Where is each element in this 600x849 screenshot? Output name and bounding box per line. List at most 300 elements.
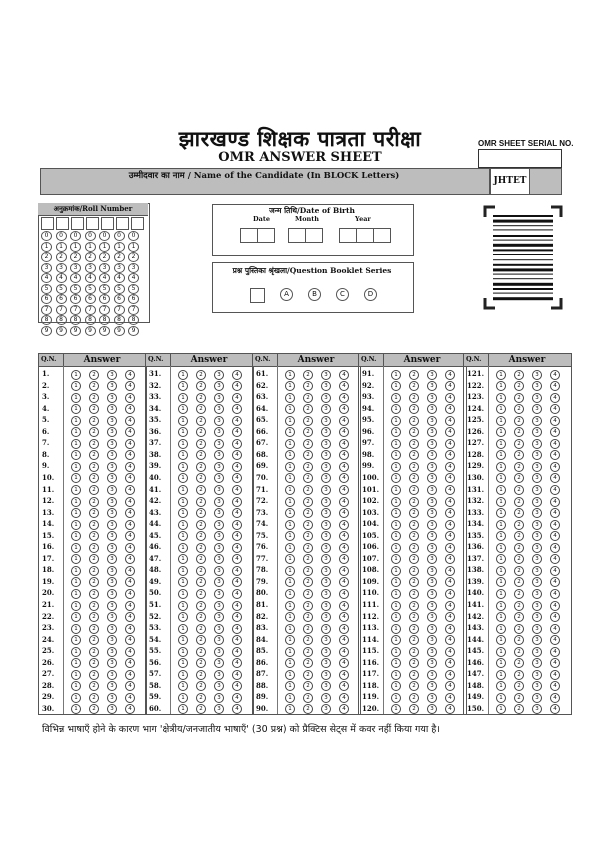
answer-bubble[interactable]: 2 — [409, 647, 419, 657]
answer-bubble[interactable]: 1 — [391, 439, 401, 449]
answer-bubble[interactable]: 1 — [391, 508, 401, 518]
answer-bubble[interactable]: 4 — [550, 554, 560, 564]
answer-bubble[interactable]: 4 — [232, 658, 242, 668]
answer-bubble[interactable]: 4 — [550, 381, 560, 391]
answer-bubble[interactable]: 1 — [496, 624, 506, 634]
booklet-option-a[interactable]: A — [280, 288, 293, 301]
answer-bubble[interactable]: 2 — [514, 658, 524, 668]
answer-bubble[interactable]: 2 — [89, 566, 99, 576]
answer-bubble[interactable]: 1 — [178, 508, 188, 518]
answer-bubble[interactable]: 4 — [339, 427, 349, 437]
answer-bubble[interactable]: 1 — [496, 554, 506, 564]
answer-bubble[interactable]: 1 — [178, 612, 188, 622]
answer-bubble[interactable]: 1 — [178, 566, 188, 576]
answer-bubble[interactable]: 2 — [409, 681, 419, 691]
answer-bubble[interactable]: 2 — [514, 462, 524, 472]
answer-bubble[interactable]: 3 — [107, 543, 117, 553]
dob-month-field[interactable] — [288, 228, 322, 243]
answer-bubble[interactable]: 2 — [514, 450, 524, 460]
answer-bubble[interactable]: 4 — [445, 612, 455, 622]
answer-bubble[interactable]: 1 — [71, 497, 81, 507]
answer-bubble[interactable]: 3 — [427, 543, 437, 553]
answer-bubble[interactable]: 4 — [550, 566, 560, 576]
answer-bubble[interactable]: 1 — [391, 543, 401, 553]
answer-bubble[interactable]: 1 — [178, 427, 188, 437]
answer-bubble[interactable]: 3 — [427, 393, 437, 403]
answer-bubble[interactable]: 4 — [339, 635, 349, 645]
answer-bubble[interactable]: 3 — [532, 473, 542, 483]
answer-bubble[interactable]: 2 — [303, 439, 313, 449]
answer-bubble[interactable]: 3 — [427, 497, 437, 507]
answer-bubble[interactable]: 4 — [232, 624, 242, 634]
answer-bubble[interactable]: 2 — [303, 462, 313, 472]
answer-bubble[interactable]: 4 — [445, 381, 455, 391]
answer-bubble[interactable]: 3 — [532, 554, 542, 564]
answer-bubble[interactable]: 1 — [285, 647, 295, 657]
answer-bubble[interactable]: 4 — [339, 543, 349, 553]
roll-digit-bubble[interactable]: 2 — [41, 252, 52, 262]
answer-bubble[interactable]: 2 — [196, 439, 206, 449]
answer-bubble[interactable]: 4 — [445, 427, 455, 437]
answer-bubble[interactable]: 3 — [107, 554, 117, 564]
answer-bubble[interactable]: 2 — [89, 427, 99, 437]
answer-bubble[interactable]: 1 — [391, 589, 401, 599]
answer-bubble[interactable]: 3 — [321, 393, 331, 403]
answer-bubble[interactable]: 4 — [550, 508, 560, 518]
answer-bubble[interactable]: 4 — [550, 416, 560, 426]
answer-bubble[interactable]: 4 — [339, 589, 349, 599]
answer-bubble[interactable]: 1 — [178, 439, 188, 449]
roll-digit-bubble[interactable]: 0 — [99, 231, 110, 241]
answer-bubble[interactable]: 3 — [214, 508, 224, 518]
answer-bubble[interactable]: 3 — [107, 670, 117, 680]
answer-bubble[interactable]: 4 — [445, 670, 455, 680]
roll-digit-bubble[interactable]: 6 — [85, 294, 96, 304]
answer-bubble[interactable]: 2 — [409, 635, 419, 645]
answer-bubble[interactable]: 1 — [178, 497, 188, 507]
answer-bubble[interactable]: 3 — [214, 693, 224, 703]
answer-bubble[interactable]: 2 — [409, 577, 419, 587]
answer-bubble[interactable]: 3 — [321, 450, 331, 460]
answer-bubble[interactable]: 2 — [514, 612, 524, 622]
answer-bubble[interactable]: 4 — [445, 543, 455, 553]
roll-digit-bubble[interactable]: 9 — [70, 326, 81, 336]
answer-bubble[interactable]: 2 — [514, 531, 524, 541]
answer-bubble[interactable]: 4 — [445, 601, 455, 611]
answer-bubble[interactable]: 4 — [550, 624, 560, 634]
answer-bubble[interactable]: 1 — [496, 693, 506, 703]
answer-bubble[interactable]: 2 — [196, 497, 206, 507]
roll-digit-bubble[interactable]: 7 — [128, 305, 139, 315]
roll-digit-bubble[interactable]: 1 — [99, 242, 110, 252]
roll-digit-box[interactable] — [56, 217, 69, 230]
dob-date-field[interactable] — [240, 228, 274, 243]
answer-bubble[interactable]: 2 — [514, 370, 524, 380]
answer-bubble[interactable]: 2 — [196, 485, 206, 495]
answer-bubble[interactable]: 4 — [445, 439, 455, 449]
answer-bubble[interactable]: 1 — [496, 520, 506, 530]
answer-bubble[interactable]: 3 — [321, 554, 331, 564]
answer-bubble[interactable]: 4 — [232, 577, 242, 587]
answer-bubble[interactable]: 1 — [285, 473, 295, 483]
answer-bubble[interactable]: 3 — [107, 370, 117, 380]
answer-bubble[interactable]: 1 — [71, 612, 81, 622]
answer-bubble[interactable]: 3 — [214, 543, 224, 553]
answer-bubble[interactable]: 1 — [178, 693, 188, 703]
answer-bubble[interactable]: 2 — [196, 508, 206, 518]
answer-bubble[interactable]: 2 — [514, 693, 524, 703]
answer-bubble[interactable]: 1 — [178, 485, 188, 495]
answer-bubble[interactable]: 4 — [445, 635, 455, 645]
answer-bubble[interactable]: 4 — [550, 601, 560, 611]
answer-bubble[interactable]: 3 — [214, 658, 224, 668]
roll-digit-bubble[interactable]: 2 — [85, 252, 96, 262]
answer-bubble[interactable]: 3 — [532, 416, 542, 426]
answer-bubble[interactable]: 4 — [232, 601, 242, 611]
answer-bubble[interactable]: 2 — [89, 635, 99, 645]
answer-bubble[interactable]: 1 — [496, 589, 506, 599]
answer-bubble[interactable]: 1 — [285, 416, 295, 426]
answer-bubble[interactable]: 4 — [232, 450, 242, 460]
answer-bubble[interactable]: 2 — [196, 658, 206, 668]
answer-bubble[interactable]: 3 — [427, 485, 437, 495]
answer-bubble[interactable]: 2 — [514, 508, 524, 518]
answer-bubble[interactable]: 2 — [89, 554, 99, 564]
answer-bubble[interactable]: 4 — [550, 485, 560, 495]
answer-bubble[interactable]: 4 — [125, 381, 135, 391]
answer-bubble[interactable]: 3 — [427, 450, 437, 460]
answer-bubble[interactable]: 4 — [232, 381, 242, 391]
answer-bubble[interactable]: 4 — [125, 543, 135, 553]
answer-bubble[interactable]: 1 — [178, 381, 188, 391]
answer-bubble[interactable]: 3 — [214, 531, 224, 541]
roll-digit-box[interactable] — [71, 217, 84, 230]
answer-bubble[interactable]: 2 — [303, 450, 313, 460]
answer-bubble[interactable]: 1 — [285, 601, 295, 611]
roll-digit-bubble[interactable]: 5 — [41, 284, 52, 294]
answer-bubble[interactable]: 4 — [550, 393, 560, 403]
answer-bubble[interactable]: 1 — [71, 589, 81, 599]
roll-digit-bubble[interactable]: 7 — [85, 305, 96, 315]
answer-bubble[interactable]: 4 — [550, 497, 560, 507]
answer-bubble[interactable]: 2 — [409, 370, 419, 380]
answer-bubble[interactable]: 2 — [303, 404, 313, 414]
answer-bubble[interactable]: 3 — [214, 439, 224, 449]
answer-bubble[interactable]: 1 — [71, 439, 81, 449]
answer-bubble[interactable]: 4 — [339, 473, 349, 483]
answer-bubble[interactable]: 4 — [445, 624, 455, 634]
roll-digit-box[interactable] — [101, 217, 114, 230]
answer-bubble[interactable]: 2 — [196, 473, 206, 483]
answer-bubble[interactable]: 2 — [89, 589, 99, 599]
answer-bubble[interactable]: 2 — [409, 543, 419, 553]
answer-bubble[interactable]: 1 — [285, 589, 295, 599]
answer-bubble[interactable]: 3 — [427, 381, 437, 391]
answer-bubble[interactable]: 2 — [89, 473, 99, 483]
answer-bubble[interactable]: 4 — [550, 450, 560, 460]
answer-bubble[interactable]: 1 — [71, 370, 81, 380]
answer-bubble[interactable]: 3 — [532, 670, 542, 680]
answer-bubble[interactable]: 3 — [214, 473, 224, 483]
answer-bubble[interactable]: 2 — [303, 531, 313, 541]
answer-bubble[interactable]: 1 — [71, 681, 81, 691]
answer-bubble[interactable]: 4 — [339, 497, 349, 507]
answer-bubble[interactable]: 3 — [214, 370, 224, 380]
answer-bubble[interactable]: 1 — [391, 370, 401, 380]
roll-digit-bubble[interactable]: 6 — [128, 294, 139, 304]
roll-digit-bubble[interactable]: 7 — [70, 305, 81, 315]
roll-digit-bubble[interactable]: 6 — [56, 294, 67, 304]
answer-bubble[interactable]: 1 — [285, 381, 295, 391]
answer-bubble[interactable]: 2 — [196, 647, 206, 657]
answer-bubble[interactable]: 2 — [303, 681, 313, 691]
answer-bubble[interactable]: 3 — [427, 577, 437, 587]
answer-bubble[interactable]: 1 — [391, 670, 401, 680]
roll-digit-bubble[interactable]: 0 — [114, 231, 125, 241]
roll-digit-bubble[interactable]: 5 — [70, 284, 81, 294]
answer-bubble[interactable]: 2 — [196, 393, 206, 403]
answer-bubble[interactable]: 3 — [427, 427, 437, 437]
answer-bubble[interactable]: 1 — [285, 520, 295, 530]
answer-bubble[interactable]: 3 — [107, 624, 117, 634]
answer-bubble[interactable]: 1 — [496, 462, 506, 472]
answer-bubble[interactable]: 3 — [532, 497, 542, 507]
answer-bubble[interactable]: 1 — [391, 624, 401, 634]
booklet-option-c[interactable]: C — [336, 288, 349, 301]
roll-digit-bubble[interactable]: 4 — [70, 273, 81, 283]
answer-bubble[interactable]: 1 — [285, 508, 295, 518]
roll-digit-bubble[interactable]: 0 — [56, 231, 67, 241]
answer-bubble[interactable]: 2 — [303, 508, 313, 518]
answer-bubble[interactable]: 4 — [445, 473, 455, 483]
answer-bubble[interactable]: 4 — [125, 566, 135, 576]
answer-bubble[interactable]: 1 — [391, 612, 401, 622]
answer-bubble[interactable]: 2 — [514, 566, 524, 576]
roll-digit-bubble[interactable]: 6 — [114, 294, 125, 304]
answer-bubble[interactable]: 2 — [409, 520, 419, 530]
roll-digit-bubble[interactable]: 8 — [41, 315, 52, 325]
answer-bubble[interactable]: 1 — [71, 381, 81, 391]
answer-bubble[interactable]: 3 — [107, 566, 117, 576]
answer-bubble[interactable]: 3 — [107, 381, 117, 391]
answer-bubble[interactable]: 2 — [303, 554, 313, 564]
answer-bubble[interactable]: 1 — [71, 670, 81, 680]
roll-digit-bubble[interactable]: 4 — [99, 273, 110, 283]
answer-bubble[interactable]: 4 — [550, 577, 560, 587]
answer-bubble[interactable]: 3 — [214, 704, 224, 714]
answer-bubble[interactable]: 1 — [285, 658, 295, 668]
roll-digit-bubble[interactable]: 4 — [56, 273, 67, 283]
roll-digit-bubble[interactable]: 0 — [70, 231, 81, 241]
roll-digit-bubble[interactable]: 3 — [85, 263, 96, 273]
answer-bubble[interactable]: 1 — [496, 450, 506, 460]
answer-bubble[interactable]: 2 — [409, 693, 419, 703]
answer-bubble[interactable]: 1 — [71, 658, 81, 668]
answer-bubble[interactable]: 2 — [89, 508, 99, 518]
answer-bubble[interactable]: 2 — [514, 520, 524, 530]
answer-bubble[interactable]: 2 — [196, 520, 206, 530]
answer-bubble[interactable]: 1 — [496, 381, 506, 391]
answer-bubble[interactable]: 4 — [339, 704, 349, 714]
answer-bubble[interactable]: 2 — [89, 543, 99, 553]
answer-bubble[interactable]: 3 — [532, 601, 542, 611]
answer-bubble[interactable]: 3 — [107, 416, 117, 426]
answer-bubble[interactable]: 3 — [107, 393, 117, 403]
answer-bubble[interactable]: 1 — [71, 404, 81, 414]
answer-bubble[interactable]: 1 — [71, 566, 81, 576]
answer-bubble[interactable]: 1 — [285, 439, 295, 449]
answer-bubble[interactable]: 1 — [71, 520, 81, 530]
roll-digit-box[interactable] — [41, 217, 54, 230]
answer-bubble[interactable]: 3 — [427, 370, 437, 380]
answer-bubble[interactable]: 2 — [303, 370, 313, 380]
answer-bubble[interactable]: 4 — [550, 635, 560, 645]
answer-bubble[interactable]: 3 — [532, 612, 542, 622]
answer-bubble[interactable]: 4 — [232, 416, 242, 426]
answer-bubble[interactable]: 1 — [285, 612, 295, 622]
answer-bubble[interactable]: 1 — [496, 670, 506, 680]
answer-bubble[interactable]: 4 — [232, 554, 242, 564]
answer-bubble[interactable]: 2 — [196, 554, 206, 564]
answer-bubble[interactable]: 1 — [496, 497, 506, 507]
answer-bubble[interactable]: 2 — [514, 647, 524, 657]
answer-bubble[interactable]: 4 — [125, 693, 135, 703]
roll-digit-bubble[interactable]: 8 — [70, 315, 81, 325]
answer-bubble[interactable]: 1 — [71, 485, 81, 495]
answer-bubble[interactable]: 1 — [178, 670, 188, 680]
answer-bubble[interactable]: 1 — [71, 704, 81, 714]
roll-digit-bubble[interactable]: 2 — [99, 252, 110, 262]
answer-bubble[interactable]: 1 — [178, 577, 188, 587]
answer-bubble[interactable]: 2 — [196, 381, 206, 391]
answer-bubble[interactable]: 2 — [89, 520, 99, 530]
answer-bubble[interactable]: 1 — [285, 543, 295, 553]
answer-bubble[interactable]: 4 — [232, 531, 242, 541]
answer-bubble[interactable]: 2 — [196, 589, 206, 599]
roll-digit-bubble[interactable]: 5 — [56, 284, 67, 294]
answer-bubble[interactable]: 2 — [89, 681, 99, 691]
answer-bubble[interactable]: 3 — [427, 508, 437, 518]
answer-bubble[interactable]: 4 — [125, 681, 135, 691]
answer-bubble[interactable]: 4 — [339, 566, 349, 576]
answer-bubble[interactable]: 2 — [303, 427, 313, 437]
answer-bubble[interactable]: 3 — [107, 439, 117, 449]
answer-bubble[interactable]: 4 — [339, 647, 349, 657]
answer-bubble[interactable]: 1 — [391, 566, 401, 576]
roll-digit-bubble[interactable]: 4 — [128, 273, 139, 283]
answer-bubble[interactable]: 1 — [496, 404, 506, 414]
answer-bubble[interactable]: 4 — [339, 693, 349, 703]
answer-bubble[interactable]: 3 — [321, 693, 331, 703]
answer-bubble[interactable]: 2 — [89, 693, 99, 703]
answer-bubble[interactable]: 1 — [391, 462, 401, 472]
answer-bubble[interactable]: 4 — [125, 531, 135, 541]
answer-bubble[interactable]: 3 — [427, 531, 437, 541]
answer-bubble[interactable]: 4 — [445, 647, 455, 657]
answer-bubble[interactable]: 1 — [496, 531, 506, 541]
answer-bubble[interactable]: 4 — [125, 554, 135, 564]
answer-bubble[interactable]: 3 — [107, 531, 117, 541]
answer-bubble[interactable]: 2 — [303, 670, 313, 680]
answer-bubble[interactable]: 4 — [550, 681, 560, 691]
roll-digit-bubble[interactable]: 1 — [85, 242, 96, 252]
answer-bubble[interactable]: 3 — [321, 531, 331, 541]
answer-bubble[interactable]: 4 — [339, 658, 349, 668]
answer-bubble[interactable]: 3 — [214, 485, 224, 495]
roll-digit-bubble[interactable]: 3 — [114, 263, 125, 273]
roll-digit-bubble[interactable]: 1 — [56, 242, 67, 252]
answer-bubble[interactable]: 4 — [125, 704, 135, 714]
answer-bubble[interactable]: 3 — [427, 462, 437, 472]
answer-bubble[interactable]: 3 — [427, 670, 437, 680]
answer-bubble[interactable]: 4 — [125, 485, 135, 495]
answer-bubble[interactable]: 4 — [550, 704, 560, 714]
answer-bubble[interactable]: 4 — [550, 543, 560, 553]
roll-digit-bubble[interactable]: 3 — [99, 263, 110, 273]
roll-digit-bubble[interactable]: 4 — [41, 273, 52, 283]
answer-bubble[interactable]: 3 — [532, 577, 542, 587]
roll-digit-bubble[interactable]: 8 — [128, 315, 139, 325]
answer-bubble[interactable]: 4 — [125, 647, 135, 657]
answer-bubble[interactable]: 2 — [409, 554, 419, 564]
answer-bubble[interactable]: 3 — [214, 393, 224, 403]
answer-bubble[interactable]: 4 — [125, 589, 135, 599]
answer-bubble[interactable]: 4 — [125, 416, 135, 426]
answer-bubble[interactable]: 1 — [285, 404, 295, 414]
answer-bubble[interactable]: 2 — [409, 658, 419, 668]
answer-bubble[interactable]: 1 — [391, 704, 401, 714]
answer-bubble[interactable]: 3 — [532, 508, 542, 518]
roll-digit-bubble[interactable]: 7 — [41, 305, 52, 315]
answer-bubble[interactable]: 3 — [427, 647, 437, 657]
answer-bubble[interactable]: 3 — [107, 508, 117, 518]
answer-bubble[interactable]: 4 — [232, 589, 242, 599]
answer-bubble[interactable]: 4 — [339, 393, 349, 403]
roll-digit-bubble[interactable]: 1 — [70, 242, 81, 252]
answer-bubble[interactable]: 2 — [89, 370, 99, 380]
roll-digit-bubble[interactable]: 6 — [70, 294, 81, 304]
answer-bubble[interactable]: 3 — [214, 381, 224, 391]
answer-bubble[interactable]: 1 — [285, 670, 295, 680]
roll-digit-bubble[interactable]: 4 — [85, 273, 96, 283]
answer-bubble[interactable]: 3 — [321, 497, 331, 507]
answer-bubble[interactable]: 3 — [321, 612, 331, 622]
answer-bubble[interactable]: 1 — [496, 566, 506, 576]
answer-bubble[interactable]: 4 — [232, 670, 242, 680]
answer-bubble[interactable]: 1 — [496, 485, 506, 495]
answer-bubble[interactable]: 3 — [107, 462, 117, 472]
answer-bubble[interactable]: 1 — [71, 543, 81, 553]
answer-bubble[interactable]: 1 — [178, 404, 188, 414]
answer-bubble[interactable]: 4 — [232, 520, 242, 530]
answer-bubble[interactable]: 1 — [71, 393, 81, 403]
answer-bubble[interactable]: 1 — [391, 416, 401, 426]
answer-bubble[interactable]: 1 — [178, 647, 188, 657]
answer-bubble[interactable]: 1 — [285, 624, 295, 634]
answer-bubble[interactable]: 2 — [303, 520, 313, 530]
answer-bubble[interactable]: 2 — [303, 647, 313, 657]
answer-bubble[interactable]: 2 — [303, 473, 313, 483]
roll-digit-bubble[interactable]: 3 — [70, 263, 81, 273]
answer-bubble[interactable]: 1 — [496, 508, 506, 518]
roll-digit-bubble[interactable]: 3 — [41, 263, 52, 273]
answer-bubble[interactable]: 3 — [532, 520, 542, 530]
answer-bubble[interactable]: 2 — [89, 462, 99, 472]
answer-bubble[interactable]: 3 — [532, 589, 542, 599]
answer-bubble[interactable]: 4 — [445, 520, 455, 530]
answer-bubble[interactable]: 2 — [409, 381, 419, 391]
answer-bubble[interactable]: 2 — [514, 554, 524, 564]
